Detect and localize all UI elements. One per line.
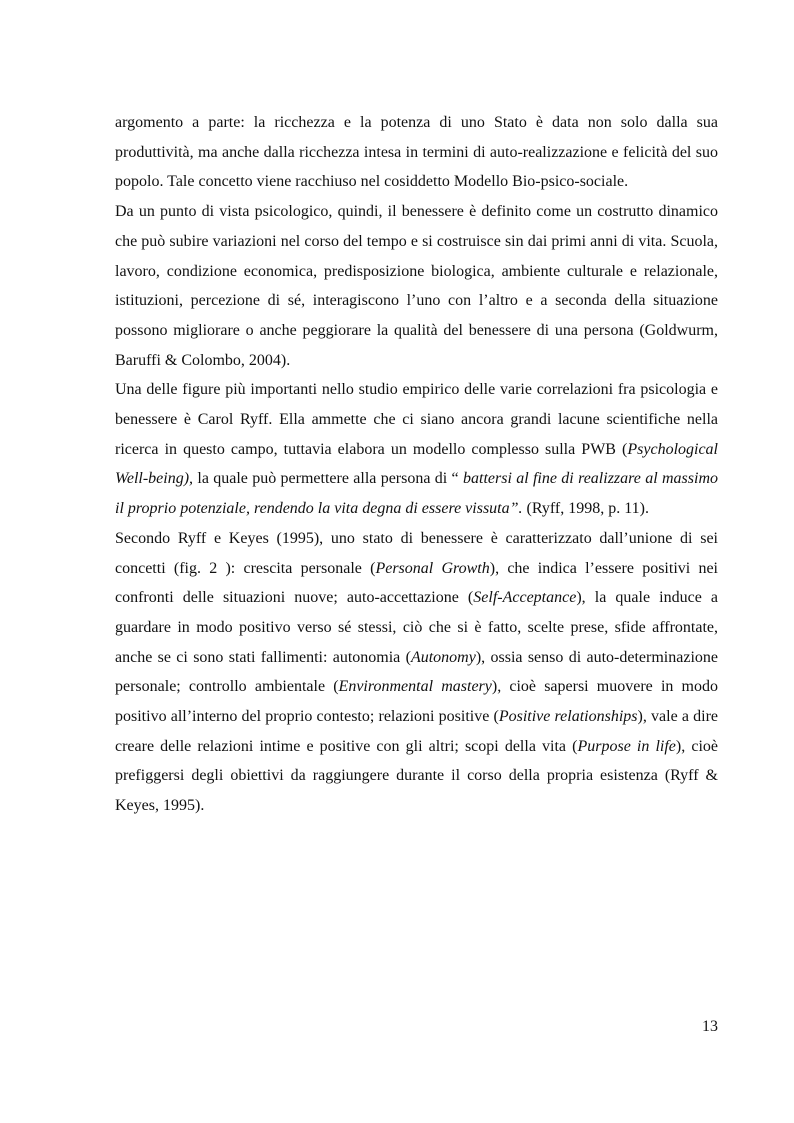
paragraph-4-run-13: ), cioè prefiggersi degli obiettivi da raggiungere durante il corso della propria esistenza (Ryff & Keyes, 1995). [115, 737, 718, 815]
paragraph-1-text: argomento a parte: la ricchezza e la potenza di uno Stato è data non solo dalla sua produttività, ma anche dalla ricchezza intesa in termini di auto-realizzazione e felicità del suo popolo. Tale concetto viene racchiuso nel cosiddetto Modello Bio-psico-sociale. [115, 114, 718, 191]
paragraph-2-text: Da un punto di vista psicologico, quindi, il benessere è definito come un costrutto dinamico che può subire variazioni nel corso del tempo e si costruisce sin dai primi anni di vita. Scuola, lavoro, condizione economica, predisposizione biologica, ambiente culturale e relazionale, istituzioni, percezione di sé, interagiscono l’uno con l’altro e a seconda della situazione possono migliorare o anche peggiorare la qualità del benessere di una persona (Goldwurm, Baruffi & Colombo, 2004). [115, 203, 718, 369]
paragraph-4-italic-personal-growth: Personal Growth [375, 559, 490, 577]
paragraph-benessere-definizione [115, 197, 718, 375]
paragraph-4-run-7: ), ossia senso di auto-determinazione personale; controllo ambientale ( [115, 648, 718, 696]
paragraph-3-run-1: Una delle figure più importanti nello studio empirico delle varie correlazioni fra psicologia e benessere è Carol Ryff. Ella ammette che ci siano ancora grandi lacune scientifiche nella ricerca in questo campo, tuttavia elabora un modello complesso sulla PWB ( [115, 381, 718, 458]
paragraph-4-italic-self-acceptance: Self-Acceptance [473, 589, 577, 607]
paragraph-4-italic-purpose-in-life: Purpose in life [577, 737, 676, 755]
paragraph-4-run-11: ), vale a dire creare delle relazioni intime e positive con gli altri; scopi della vita ( [115, 708, 719, 755]
paragraph-4-run-5: ), la quale induce a guardare in modo positivo verso sé stessi, ciò che si è fatto, scelte prese, sfide affrontate, anche se ci sono stati fallimenti: autonomia ( [115, 589, 718, 666]
paragraph-3-italic-quote: battersi al fine di realizzare al massimo il proprio potenziale, rendendo la vita degna di essere vissuta”. [115, 470, 718, 518]
paragraph-ryff-keyes [115, 524, 718, 821]
paragraph-3-italic-pwb: Psychological Well-being), [115, 440, 718, 488]
paragraph-4-run-3: ), che indica l’essere positivi nei confronti delle situazioni nuove; auto-accettazione ( [115, 559, 719, 607]
paragraph-4-italic-autonomy: Autonomy [410, 648, 476, 666]
paragraph-4-run-1: Secondo Ryff e Keyes (1995), uno stato di benessere è caratterizzato dall’unione di sei concetti (fig. 2 ): crescita personale ( [115, 529, 718, 577]
page-body [115, 108, 718, 821]
paragraph-3-citation: (Ryff, 1998, p. 11). [522, 500, 649, 518]
paragraph-3-run-3: la quale può permettere alla persona di “ [193, 470, 463, 488]
paragraph-carol-ryff [115, 375, 718, 524]
paragraph-4-run-9: ), cioè sapersi muovere in modo positivo all’interno del proprio contesto; relazioni positive ( [115, 678, 718, 726]
paragraph-4-italic-positive-relationships: Positive relationships [498, 708, 638, 726]
paragraph-4-italic-environmental-mastery: Environmental mastery [338, 678, 492, 696]
page-number: 13 [702, 1018, 718, 1035]
paragraph-bio-psico-sociale [115, 108, 718, 197]
